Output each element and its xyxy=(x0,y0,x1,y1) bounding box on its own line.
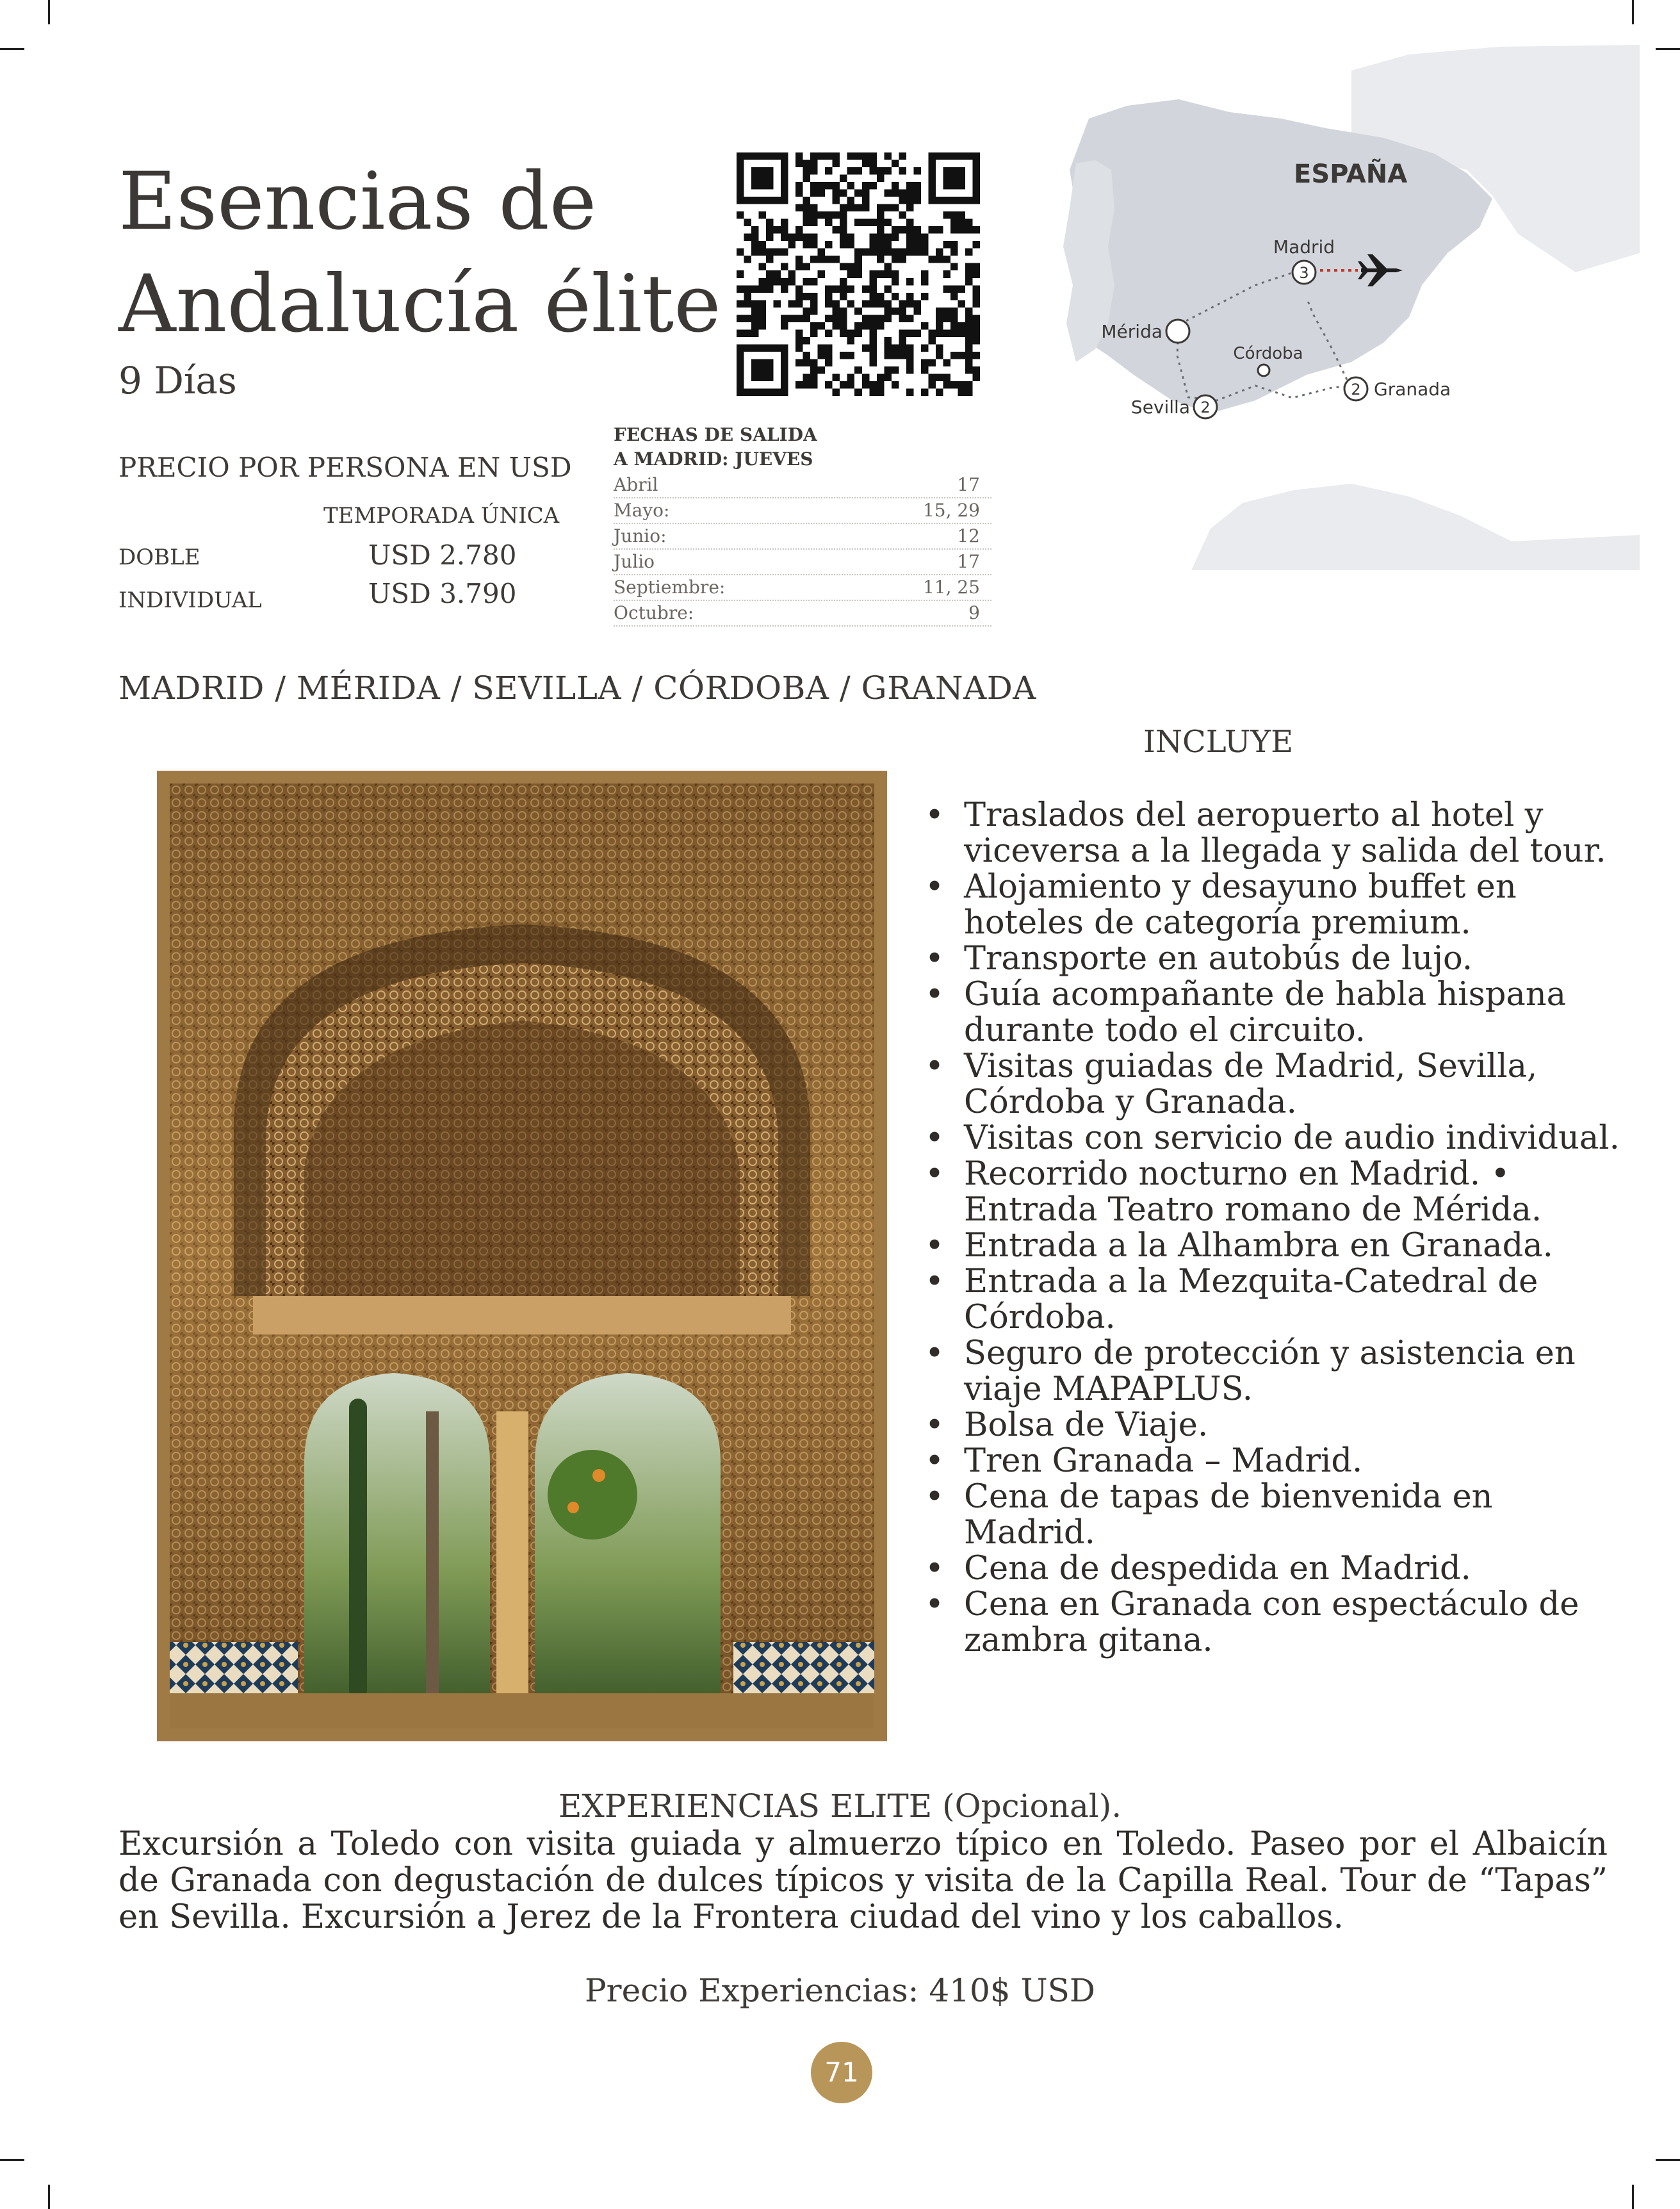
price-label-double: DOBLE xyxy=(118,545,200,570)
date-month: Mayo: xyxy=(614,500,670,521)
includes-list xyxy=(909,798,1627,1659)
map-country-label: ESPAÑA xyxy=(1294,160,1408,189)
date-month: Julio xyxy=(614,551,655,572)
map-city-merida: Mérida xyxy=(1101,321,1162,342)
list-item: • Seguro de protección y asistencia en viaje MAPAPLUS. xyxy=(909,1336,1627,1408)
route-map xyxy=(1050,42,1640,570)
list-item: • Cena de despedida en Madrid. xyxy=(909,1551,1627,1587)
includes-heading: INCLUYE xyxy=(1143,724,1294,760)
map-city-madrid: Madrid xyxy=(1273,236,1335,258)
title-line-1: Esencias de xyxy=(118,156,597,248)
price-value-double: USD 2.780 xyxy=(368,539,517,571)
date-month: Junio: xyxy=(614,525,667,546)
date-row xyxy=(614,550,991,575)
crop-mark xyxy=(0,2159,24,2161)
date-month: Septiembre: xyxy=(614,577,726,598)
departures-title-line-2: A MADRID: JUEVES xyxy=(614,448,813,470)
qr-code-icon[interactable] xyxy=(737,152,980,396)
page-title xyxy=(118,151,721,356)
price-label-single: INDIVIDUAL xyxy=(118,587,262,613)
list-item: • Visitas con servicio de audio individual. xyxy=(909,1121,1627,1156)
list-item: • Tren Granada – Madrid. xyxy=(909,1443,1627,1479)
map-city-cordoba: Córdoba xyxy=(1233,344,1303,363)
date-days: 17 xyxy=(957,474,980,495)
list-item: • Traslados del aeropuerto al hotel y viceversa a la llegada y salida del tour. xyxy=(909,798,1627,869)
crop-mark xyxy=(48,0,50,24)
departures-title-line-1: FECHAS DE SALIDA xyxy=(614,424,817,445)
list-item: • Entrada a la Alhambra en Granada. xyxy=(909,1228,1627,1264)
departures-title xyxy=(614,423,817,472)
crop-mark xyxy=(1656,48,1680,50)
map-nights-sevilla: 2 xyxy=(1200,398,1211,416)
date-row xyxy=(614,601,991,627)
list-item: • Visitas guiadas de Madrid, Sevilla, Córdoba y Granada. xyxy=(909,1049,1627,1121)
map-nights-madrid: 3 xyxy=(1299,264,1309,282)
date-month: Abril xyxy=(614,474,658,495)
duration: 9 Días xyxy=(118,359,237,402)
route-cities: MADRID / MÉRIDA / SEVILLA / CÓRDOBA / GRANADA xyxy=(118,669,1036,707)
date-row xyxy=(614,524,991,550)
map-city-granada: Granada xyxy=(1374,379,1451,400)
list-item: • Bolsa de Viaje. xyxy=(909,1408,1627,1443)
date-month: Octubre: xyxy=(614,602,694,623)
title-line-2: Andalucía élite xyxy=(118,258,721,350)
map-nights-granada: 2 xyxy=(1351,381,1361,398)
date-row xyxy=(614,498,991,524)
map-city-sevilla: Sevilla xyxy=(1130,397,1190,418)
date-days: 12 xyxy=(957,525,980,546)
list-item: • Cena en Granada con espectáculo de zambra gitana. xyxy=(909,1587,1627,1659)
crop-mark xyxy=(1656,2159,1680,2161)
list-item: • Guía acompañante de habla hispana durante todo el circuito. xyxy=(909,977,1627,1049)
alhambra-photo xyxy=(157,771,887,1741)
crop-mark xyxy=(0,48,24,50)
crop-mark xyxy=(48,2185,50,2209)
departures-table xyxy=(614,473,991,627)
page-number: 71 xyxy=(811,2042,872,2103)
price-heading: PRECIO POR PERSONA EN USD xyxy=(118,452,572,483)
crop-mark xyxy=(1632,0,1634,24)
date-days: 9 xyxy=(968,602,980,623)
list-item: • Cena de tapas de bienvenida en Madrid. xyxy=(909,1479,1627,1551)
experiences-price: Precio Experiencias: 410$ USD xyxy=(585,1972,1095,2009)
list-item: • Alojamiento y desayuno buffet en hoteles de categoría premium. xyxy=(909,869,1627,941)
date-row xyxy=(614,575,991,601)
date-days: 15, 29 xyxy=(922,500,980,521)
crop-mark xyxy=(1632,2185,1634,2209)
list-item: • Recorrido nocturno en Madrid. • Entrada Teatro romano de Mérida. xyxy=(909,1156,1627,1228)
date-days: 11, 25 xyxy=(922,577,980,598)
date-days: 17 xyxy=(957,551,980,572)
list-item: • Transporte en autobús de lujo. xyxy=(909,941,1627,977)
list-item: • Entrada a la Mezquita-Catedral de Córdoba. xyxy=(909,1264,1627,1336)
experiences-heading: EXPERIENCIAS ELITE (Opcional). xyxy=(558,1787,1122,1825)
experiences-body: Excursión a Toledo con visita guiada y almuerzo típico en Toledo. Paseo por el Albaicín de Granada con degustación de dulces típicos y visita de la Capilla Real. Tour de “Tapas” en Sevilla. Excursión a Jerez de la Frontera ciudad del vino y los caballos. xyxy=(118,1825,1608,1936)
season-label: TEMPORADA ÚNICA xyxy=(323,503,560,529)
date-row xyxy=(614,473,991,498)
price-value-single: USD 3.790 xyxy=(368,578,517,609)
